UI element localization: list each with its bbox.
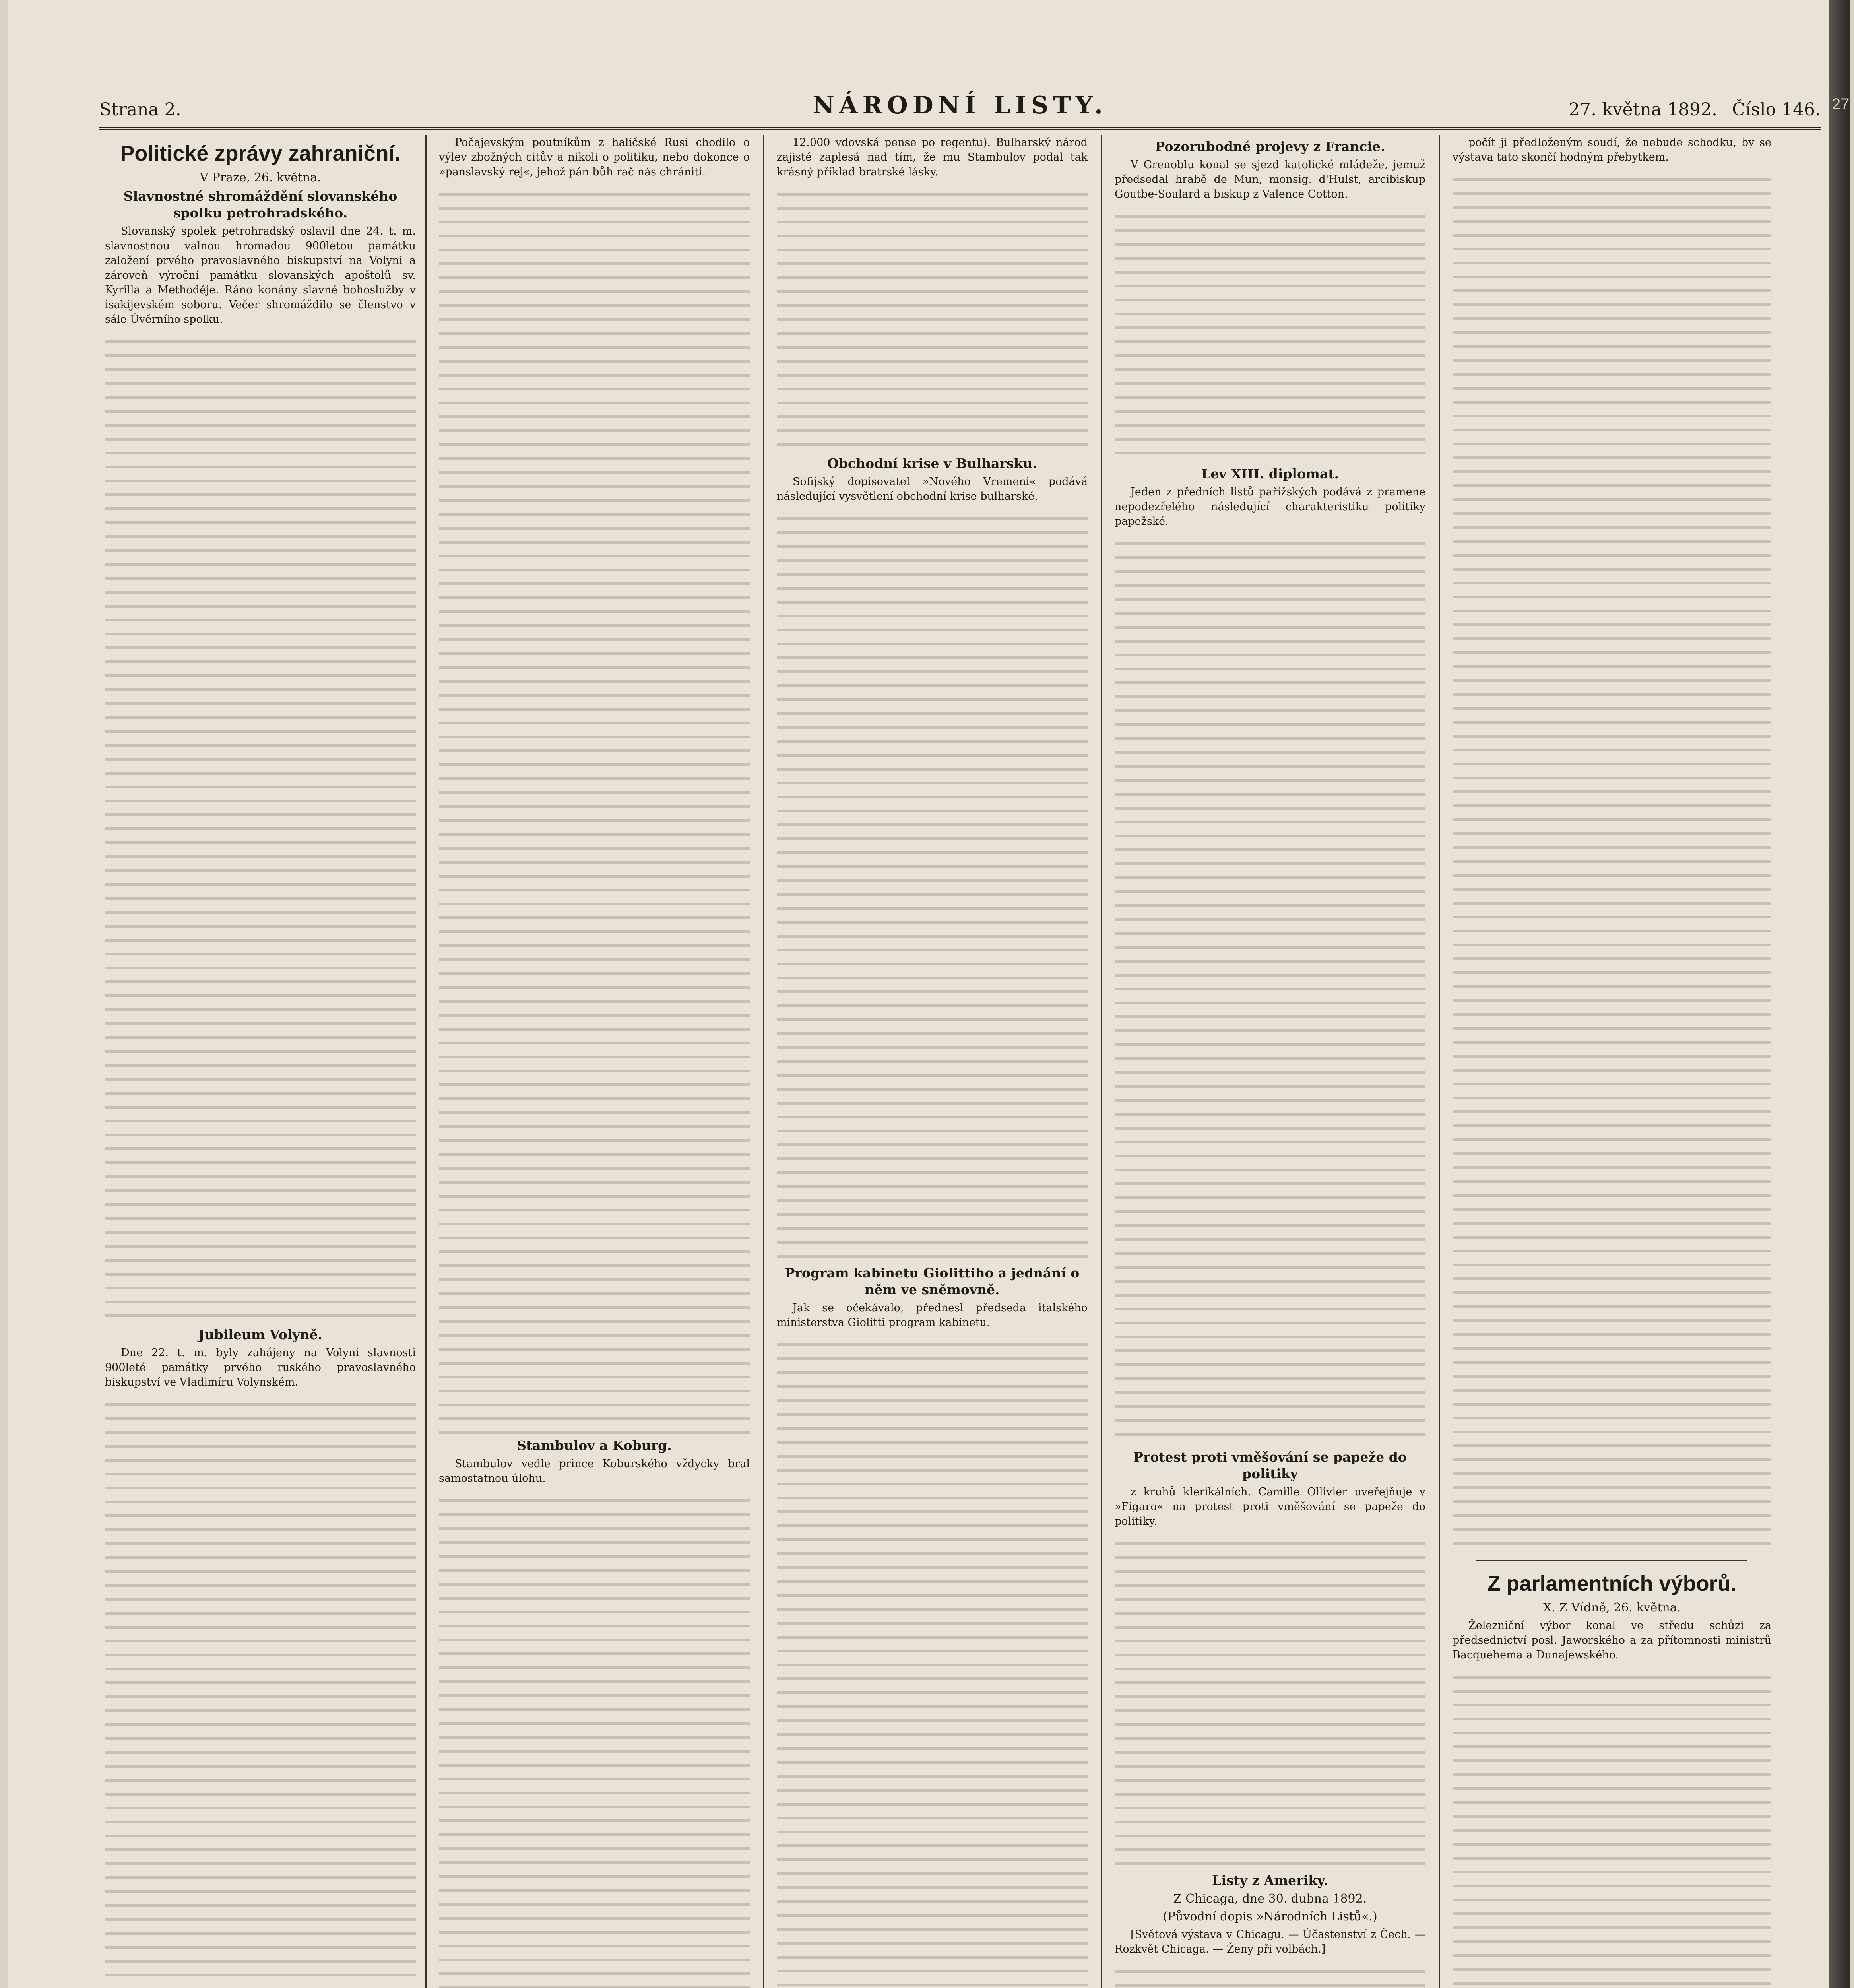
article-text: Počajevským poutníkům z haličské Rusi chodilo o výlev zbožných citův a nikoli o politiku, nebo dokonce o »panslavský rej«, jehož pán bůh rač nás chrániti. <box>439 136 750 178</box>
column-2 <box>433 135 755 1988</box>
source-note: (Původní dopis »Národních Listů«.) <box>1163 1910 1377 1924</box>
article-heading: Lev XIII. diplomat. <box>1201 466 1339 481</box>
column-rule <box>763 135 764 1988</box>
column-rule <box>1101 135 1102 1988</box>
article-heading: Slavnostné shromáždění slovanského spolku petrohradského. <box>123 188 398 221</box>
body-text-block <box>777 506 1088 1262</box>
column-4 <box>1109 135 1431 1988</box>
article-text: Jeden z předních listů pařížských podává z pramene nepodezřelého následující charakteristiku politiky papežské. <box>1115 486 1425 528</box>
body-text-block <box>1115 1531 1425 1869</box>
body-text-block <box>105 1392 416 1988</box>
article-text: počít ji předloženým soudí, že nebude schodku, by se výstava tato skončí hodným přebytkem. <box>1453 136 1771 163</box>
article-text: [Světová výstava v Chicagu. — Účastenství z Čech. — Rozkvět Chicaga. — Ženy při volbách.] <box>1115 1928 1425 1955</box>
masthead: NÁRODNÍ LISTY. <box>813 91 1107 119</box>
dateline: Z Chicaga, dne 30. dubna 1892. <box>1173 1892 1367 1906</box>
edge-text: 27. <box>1832 95 1854 113</box>
article-text: Sofijský dopisovatel »Nového Vremeni« podává následující vysvětlení obchodní krise bulharské. <box>777 476 1088 503</box>
body-text-block <box>1115 531 1425 1446</box>
body-text-block <box>1453 1665 1771 1988</box>
body-text-block <box>105 329 416 1323</box>
page-header <box>99 91 1821 130</box>
article-text: Jak se očekávalo, přednesl předseda italského ministerstva Giolitti program kabinetu. <box>777 1302 1088 1329</box>
body-text-block <box>1453 167 1771 1551</box>
section-title: Listy z Ameriky. <box>1212 1873 1328 1888</box>
column-rule <box>425 135 427 1988</box>
dateline: V Praze, 26. května. <box>200 171 321 184</box>
divider <box>1476 1560 1747 1561</box>
issue-date: 27. května 1892. <box>1569 99 1717 120</box>
article-text: Železniční výbor konal ve středu schůzi za předsednictví posl. Jaworského a za přítomnosti ministrů Bacquehema a Dunajewského. <box>1453 1619 1771 1661</box>
section-title: Politické zprávy zahraniční. <box>120 142 401 165</box>
article-heading: Protest proti vměšování se papeže do politiky <box>1133 1449 1407 1481</box>
article-heading: Pozorubodné projevy z Francie. <box>1155 139 1385 154</box>
article-text: Dne 22. t. m. byly zahájeny na Volyni slavnosti 900leté památky prvého ruského pravoslavného biskupství ve Vladimíru Volynském. <box>105 1347 416 1388</box>
next-page-edge <box>1829 0 1854 1988</box>
article-heading: Program kabinetu Giolittiho a jednání o něm ve sněmovně. <box>785 1265 1080 1297</box>
column-3 <box>771 135 1093 1988</box>
article-text: z kruhů klerikálních. Camille Ollivier uveřejňuje v »Figaro« na protest proti vměšování se papeže do politiky. <box>1115 1486 1425 1528</box>
article-heading: Stambulov a Koburg. <box>517 1438 672 1453</box>
article-heading: Jubileum Volyně. <box>198 1327 322 1342</box>
dateline: X. Z Vídně, 26. května. <box>1543 1601 1681 1615</box>
body-text-block <box>1115 1959 1425 1988</box>
newspaper-page <box>8 0 1837 1988</box>
body-text-block <box>777 1332 1088 1988</box>
article-text: 12.000 vdovská pense po regentu). Bulharský národ zajisté zaplesá nad tím, že mu Stambulov podal tak krásný příklad bratrské lásky. <box>777 136 1088 178</box>
body-text-block <box>439 1488 750 1988</box>
article-text: Stambulov vedle prince Koburského vždycky bral samostatnou úlohu. <box>439 1458 750 1485</box>
page-number: Strana 2. <box>99 99 181 120</box>
issue-number: Číslo 146. <box>1732 99 1821 120</box>
article-text: Slovanský spolek petrohradský oslavil dne 24. t. m. slavnostnou valnou hromadou 900letou památku založení prvého pravoslavného biskupství na Volyni a zároveň výroční památku slovanských apoštolů sv. Kyrilla a Methoděje. Ráno konány slavné bohoslužby v isakijevském soboru. Večer shromáždilo se členstvo v sále Úvěrního spolku. <box>105 225 416 326</box>
section-title: Z parlamentních výborů. <box>1487 1572 1737 1596</box>
article-heading: Obchodní krise v Bulharsku. <box>827 456 1037 471</box>
body-text-block <box>777 182 1088 452</box>
column-5 <box>1447 135 1777 1988</box>
column-rule <box>1439 135 1440 1988</box>
article-text: V Grenoblu konal se sjezd katolické mládeže, jemuž předsedal hrabě de Mun, monsig. d'Hulst, arcibiskup Goutbe-Soulard a biskup z Valence Cotton. <box>1115 159 1425 200</box>
column-1 <box>99 135 421 1988</box>
body-text-block <box>1115 204 1425 462</box>
body-text-block <box>439 182 750 1434</box>
